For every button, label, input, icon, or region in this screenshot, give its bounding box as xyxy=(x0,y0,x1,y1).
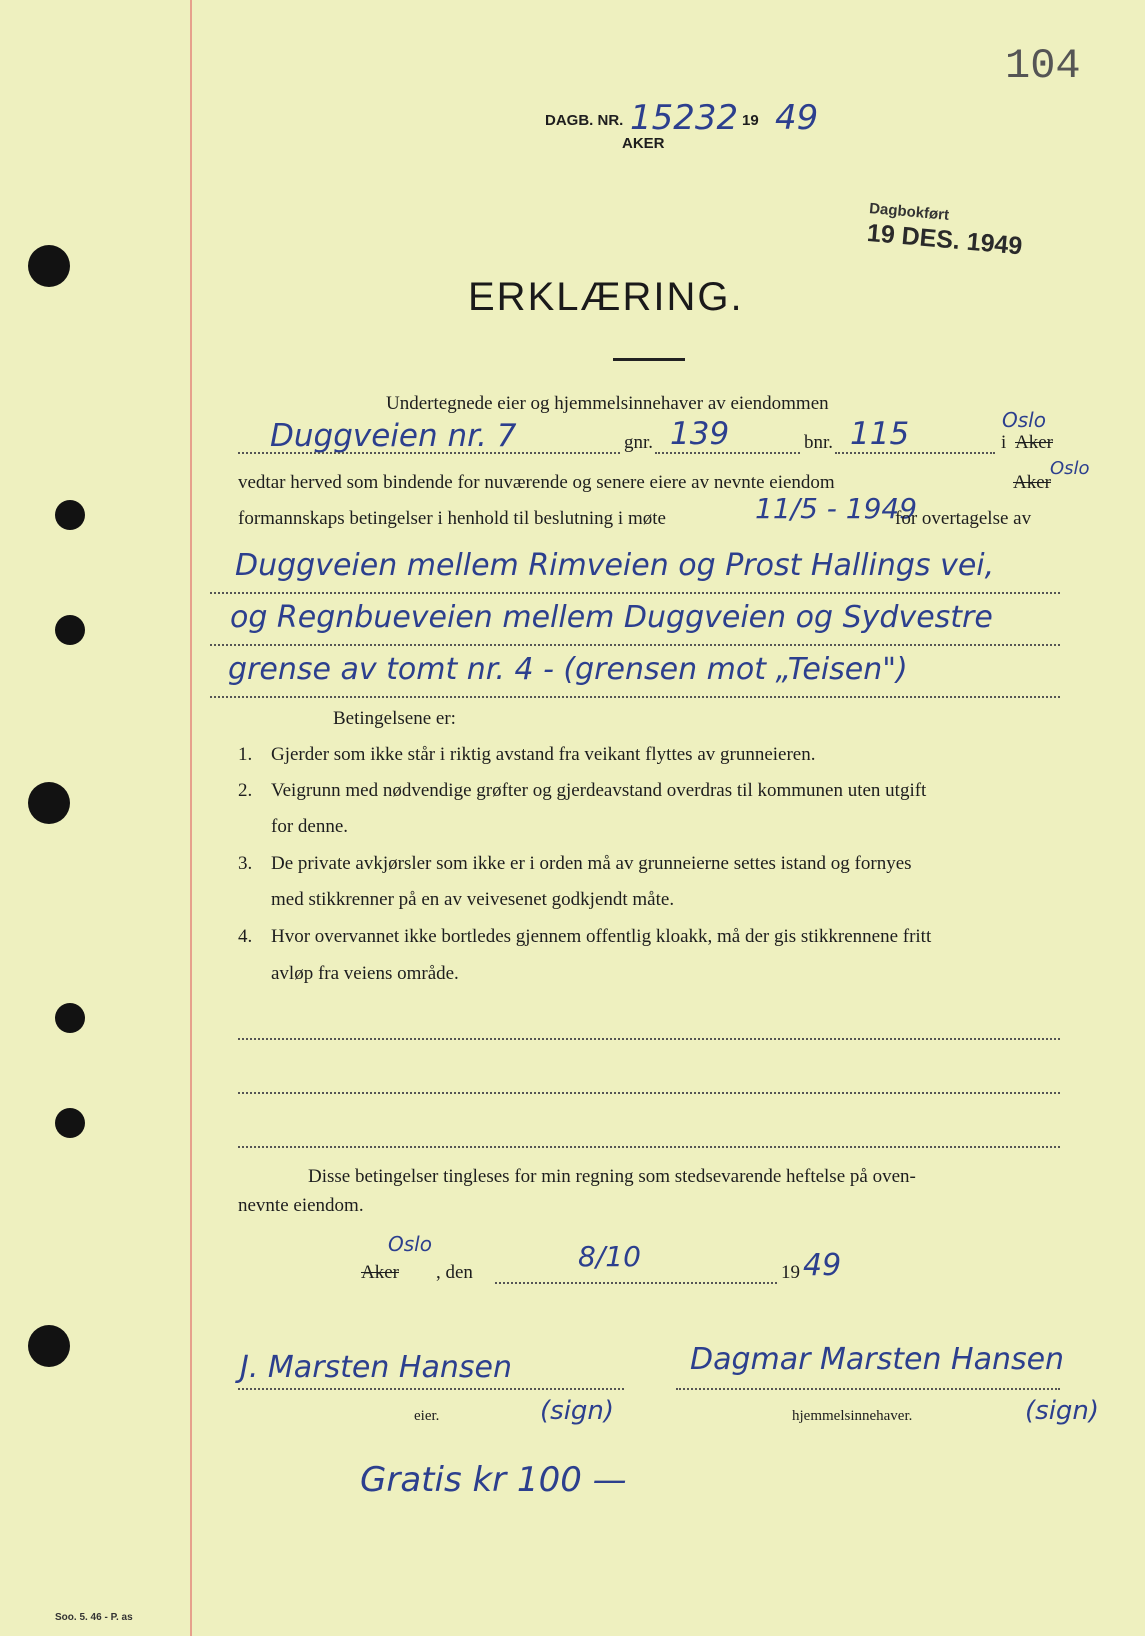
condition-number: 2. xyxy=(238,780,253,801)
dotted-line xyxy=(655,452,800,454)
condition-number: 1. xyxy=(238,744,253,765)
municipality-written: Oslo xyxy=(1002,408,1046,432)
municipality-struck: Aker xyxy=(1015,432,1053,453)
place-struck: Aker xyxy=(361,1262,399,1283)
i-label: i xyxy=(1001,432,1007,453)
gnr-value: 139 xyxy=(670,416,730,452)
dotted-line xyxy=(495,1282,777,1284)
punch-hole xyxy=(55,1003,85,1033)
condition-text: Gjerder som ikke står i riktig avstand fra veikant flyttes av grunneieren. xyxy=(271,744,816,765)
bnr-value: 115 xyxy=(850,416,910,452)
blank-dotted-line xyxy=(238,1146,1060,1148)
punch-hole xyxy=(55,500,85,530)
condition-text: Hvor overvannet ikke bortledes gjennem offentlig kloakk, må der gis stikkrennene fritt xyxy=(271,926,932,947)
blank-dotted-line xyxy=(238,1038,1060,1040)
place-written: Oslo xyxy=(388,1232,432,1256)
holder-sign-note: (sign) xyxy=(1025,1396,1100,1426)
signature-line xyxy=(238,1388,624,1390)
punch-hole xyxy=(55,1108,85,1138)
den-label: , den xyxy=(436,1262,473,1283)
gnr-label: gnr. xyxy=(624,432,654,453)
year-prefix: 19 xyxy=(781,1262,800,1283)
dagb-number: 15232 xyxy=(630,98,739,138)
line2-written: Oslo xyxy=(1050,458,1090,479)
dagb-year: 49 xyxy=(775,98,819,138)
footer-print: Soo. 5. 46 - P. as xyxy=(55,1612,133,1623)
margin-line xyxy=(190,0,192,1636)
date-written: 8/10 xyxy=(578,1240,641,1273)
dotted-line xyxy=(210,644,1060,646)
blank-dotted-line xyxy=(238,1092,1060,1094)
condition-text: med stikkrenner på en av veivesenet godkjendt måte. xyxy=(271,889,675,910)
closing-line-1: Disse betingelser tingleses for min regning som stedsevarende heftelse på oven- xyxy=(308,1166,916,1187)
dotted-line xyxy=(238,452,620,454)
document-title: ERKLÆRING. xyxy=(468,275,744,319)
dotted-line xyxy=(835,452,995,454)
municipality-header: AKER xyxy=(622,135,665,152)
condition-text: for denne. xyxy=(271,816,349,837)
closing-line-2: nevnte eiendom. xyxy=(238,1195,364,1216)
bnr-label: bnr. xyxy=(804,432,834,453)
condition-text: De private avkjørsler som ikke er i orden må av grunneierne settes istand og fornyes xyxy=(271,853,912,874)
line3-text-after: for overtagelse av xyxy=(895,508,1032,529)
dotted-line xyxy=(210,592,1060,594)
condition-number: 3. xyxy=(238,853,253,874)
line2-struck: Aker xyxy=(1013,472,1051,493)
signature-line xyxy=(676,1388,1060,1390)
owner-label: eier. xyxy=(414,1408,440,1424)
meeting-date: 11/5 - 1949 xyxy=(755,492,918,525)
intro-line: Undertegnede eier og hjemmelsinnehaver av eiendommen xyxy=(386,393,829,414)
dagb-year-prefix: 19 xyxy=(742,112,759,129)
punch-hole xyxy=(55,615,85,645)
year-written: 49 xyxy=(803,1248,842,1283)
handwritten-line-1: Duggveien mellem Rimveien og Prost Hallings vei, xyxy=(235,548,995,583)
handwritten-note: Gratis kr 100 — xyxy=(360,1460,627,1500)
condition-number: 4. xyxy=(238,926,253,947)
dotted-line xyxy=(210,696,1060,698)
punch-hole xyxy=(28,1325,70,1367)
holder-label: hjemmelsinnehaver. xyxy=(792,1408,913,1424)
conditions-heading: Betingelsene er: xyxy=(333,708,456,729)
registration-stamp xyxy=(866,200,1025,261)
handwritten-line-2: og Regnbueveien mellem Duggveien og Sydvestre xyxy=(230,600,993,635)
handwritten-line-3: grense av tomt nr. 4 - (grensen mot „Teisen") xyxy=(228,652,908,687)
title-rule xyxy=(613,358,685,361)
line3-text-before: formannskaps betingelser i henhold til beslutning i møte xyxy=(238,508,666,529)
owner-signature: J. Marsten Hansen xyxy=(240,1350,512,1385)
property-address: Duggveien nr. 7 xyxy=(270,418,517,454)
condition-text: avløp fra veiens område. xyxy=(271,963,459,984)
punch-hole xyxy=(28,782,70,824)
stamp-date: 19 DES. 1949 xyxy=(865,218,1024,261)
condition-text: Veigrunn med nødvendige grøfter og gjerdeavstand overdras til kommunen uten utgift xyxy=(271,780,927,801)
line2-text: vedtar herved som bindende for nuværende og senere eiere av nevnte eiendom xyxy=(238,472,835,493)
dagb-label: DAGB. NR. xyxy=(545,112,624,129)
page-number: 104 xyxy=(1005,42,1081,90)
owner-sign-note: (sign) xyxy=(540,1396,615,1426)
stamp-top-text: Dagbokført xyxy=(868,200,950,224)
punch-hole xyxy=(28,245,70,287)
holder-signature: Dagmar Marsten Hansen xyxy=(690,1342,1065,1377)
